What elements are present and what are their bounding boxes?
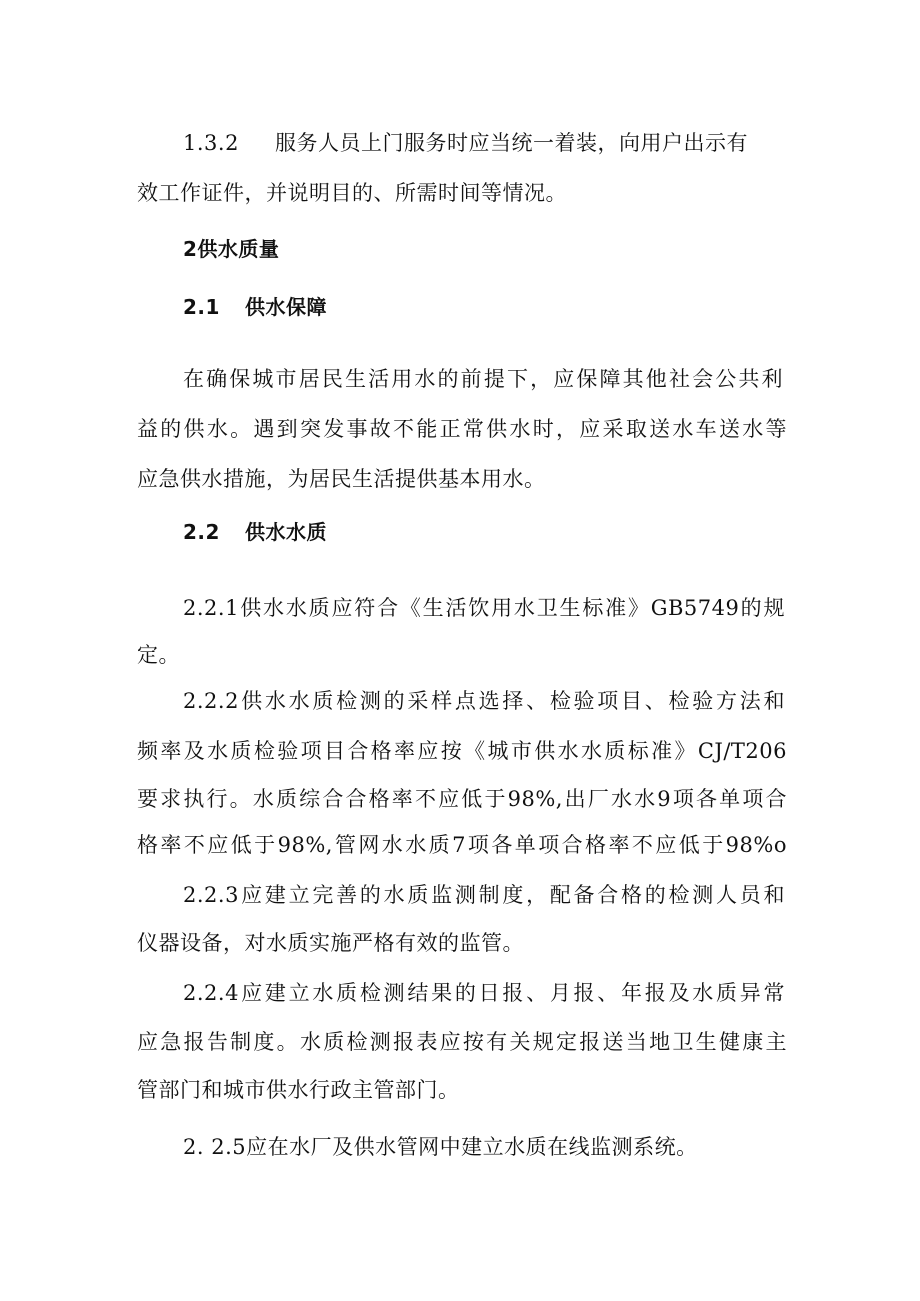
- section-title: 供水保障: [245, 295, 327, 319]
- section-heading-2-2: [183, 517, 327, 547]
- clause-1-3-2-line-2: 效工作证件，并说明目的、所需时间等情况。: [137, 181, 567, 205]
- section-heading-2-1: [183, 292, 327, 322]
- clause-2-2-4-line-2: 应急报告制度。水质检测报表应按有关规定报送当地卫生健康主: [137, 1030, 787, 1054]
- clause-2-2-5-line-1: 2. 2.5应在水厂及供水管网中建立水质在线监测系统。: [183, 1135, 698, 1159]
- section-number: 2.2: [183, 520, 220, 544]
- paragraph-2-1-line-1: 在确保城市居民生活用水的前提下，应保障其他社会公共利: [183, 367, 783, 391]
- clause-number: 1.3.2: [183, 131, 239, 155]
- clause-2-2-3-line-2: 仪器设备，对水质实施严格有效的监管。: [137, 931, 524, 955]
- clause-2-2-2-line-4: 格率不应低于98%,管网水水质7项各单项合格率不应低于98%o: [137, 833, 787, 857]
- clause-text: 服务人员上门服务时应当统一着装，向用户出示有: [275, 131, 748, 155]
- clause-2-2-3-line-1: 2.2.3应建立完善的水质监测制度，配备合格的检测人员和: [183, 883, 785, 907]
- clause-2-2-2-line-3: 要求执行。水质综合合格率不应低于98%,出厂水水9项各单项合: [137, 787, 787, 811]
- clause-2-2-4-line-3: 管部门和城市供水行政主管部门。: [137, 1078, 460, 1102]
- clause-2-2-4-line-1: 2.2.4应建立水质检测结果的日报、月报、年报及水质异常: [183, 981, 785, 1005]
- clause-2-2-2-line-2: 频率及水质检验项目合格率应按《城市供水水质标准》CJ/T206: [137, 739, 787, 763]
- clause-2-2-1-line-1: 2.2.1供水水质应符合《生活饮用水卫生标准》GB5749的规: [183, 596, 785, 620]
- clause-2-2-2-line-1: 2.2.2供水水质检测的采样点选择、检验项目、检验方法和: [183, 689, 785, 713]
- section-number: 2.1: [183, 295, 220, 319]
- section-title: 供水水质: [245, 520, 327, 544]
- clause-1-3-2-line-1: [183, 128, 748, 158]
- paragraph-2-1-line-2: 益的供水。遇到突发事故不能正常供水时，应采取送水车送水等: [137, 417, 787, 441]
- clause-2-2-1-line-2: 定。: [137, 643, 180, 667]
- section-heading-2: 2供水质量: [183, 237, 280, 261]
- paragraph-2-1-line-3: 应急供水措施，为居民生活提供基本用水。: [137, 467, 546, 491]
